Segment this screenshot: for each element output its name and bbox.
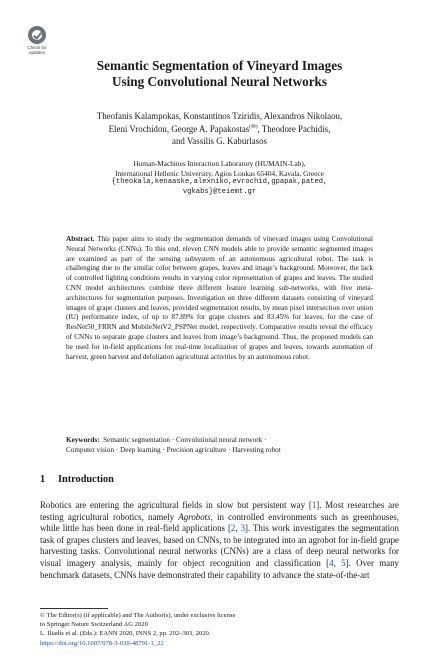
author-list xyxy=(40,111,399,147)
affiliation: Human-Machines Interaction Laboratory (HUMAIN-Lab), International Hellenic University, Agios Loukas 65404, Kavala, Greece {theokala,kenaaske,alexniko,evrochid,gpapak,pated, vgkabs}@teiemt.gr xyxy=(40,159,399,197)
check-for-updates-badge[interactable] xyxy=(22,26,52,60)
copyright-footnote xyxy=(40,611,399,648)
authors-line-3: and Vassilis G. Kaburlasos xyxy=(172,135,267,146)
authors-line-1: Theofanis Kalampokas, Konstantinos Tziridis, Alexandros Nikolaou, xyxy=(96,111,343,121)
intro-paragraph: Robotics are entering the agricultural fields in slow but persistent way [1]. Most researches are testing agricultural robotics, namely Agrobots, in controlled environments such as greenhouses, while little has been done in real-field applications [2, 3]. This work investigates the segmentation task of grapes clusters and leaves, based on CNNs, to be integrated into an agrobot for in-field grape harvesting tasks. Convolutional neural networks (CNNs) are a class of deep neural networks for visual imagery analysis, mainly for object recognition and classification [4, 5]. Over many benchmark datasets, CNNs have demonstrated their capability to advance the state-of-the-art xyxy=(40,500,399,580)
keywords xyxy=(66,435,373,455)
doi-link[interactable]: https://doi.org/10.1007/978-3-030-48791-1_22 xyxy=(40,639,164,647)
abstract-label: Abstract. xyxy=(66,235,95,243)
keywords-line-2: Computer vision · Deep learning · Precision agriculture · Harvesting robot xyxy=(66,446,281,455)
keywords-line-1: Semantic segmentation · Convolutional neural network · xyxy=(103,436,267,444)
citation-link[interactable]: 2 xyxy=(230,523,236,534)
abstract xyxy=(66,235,373,362)
section-title: Introduction xyxy=(58,474,114,485)
keywords-label: Keywords: xyxy=(66,436,100,444)
author-emails: {theokala,kenaaske,alexniko,evrochid,gpapak,pated, xyxy=(111,178,328,187)
paper-title xyxy=(40,58,399,90)
section-heading xyxy=(40,474,114,486)
title-line-1: Semantic Segmentation of Vineyard Images xyxy=(96,58,343,73)
authors-line-2: Eleni Vrochidou, George A. Papakostas(✉), Theodore Pachidis, xyxy=(108,124,331,135)
abstract-text: This paper aims to study the segmentation demands of vineyard images using Convolutional Neural Networks (CNNs). To this end, eleven CNN models able to provide semantic segmented images are examined as part of the sensing subsystem of an autonomous agricultural robot. The task is challenging due to the similar color between grapes, leaves and image’s background. Moreover, the lack of controlled lighting conditions results in varying color representation of grapes and leaves. The studied CNN model architectures combine three different feature learning sub-networks, with five meta-architectures for segmentation purposes. Investigation on three different datasets consisting of vineyard images of grape clusters and leaves, provided segmentation results, by mean pixel intersection over union (IU) performance index, of up to 87.89% for grape clusters and 83.45% for leaves, for the case of ResNet50_FRRN and MobileNetV2_PSPNet model, respectively. Comparative results reveal the efficacy of CNNs to separate grape clusters and leaves from image’s background. Thus, the proposed models can be used for in-field applications for real-time localization of grapes and leaves, towards automation of harvest, green harvest and defoliation agricultural activities by an autonomous robot. xyxy=(66,235,373,361)
agrobots-term: Agrobots xyxy=(178,511,211,522)
citation-link[interactable]: 4 xyxy=(329,557,334,568)
author-emails-domain: vgkabs}@teiemt.gr xyxy=(182,187,257,196)
corresponding-author-mark: (✉) xyxy=(249,124,258,131)
footnote-line-1: © The Editor(s) (if applicable) and The Author(s), under exclusive license xyxy=(40,612,236,619)
footnote-line-3: L. Iliadis et al. (Eds.): EANN 2020, INNS 2, pp. 292–303, 2020. xyxy=(40,630,211,638)
title-line-2: Using Convolutional Neural Networks xyxy=(111,74,328,89)
footnote-line-2: to Springer Nature Switzerland AG 2020 xyxy=(40,621,148,629)
check-for-updates-icon xyxy=(28,26,46,44)
badge-label: Check for updates xyxy=(27,45,47,55)
section-number: 1 xyxy=(40,474,46,485)
citation-link[interactable]: 3 xyxy=(240,523,245,534)
footnote-divider xyxy=(40,608,108,609)
citation-link[interactable]: 1 xyxy=(311,500,317,510)
citation-link[interactable]: 5 xyxy=(341,557,346,568)
